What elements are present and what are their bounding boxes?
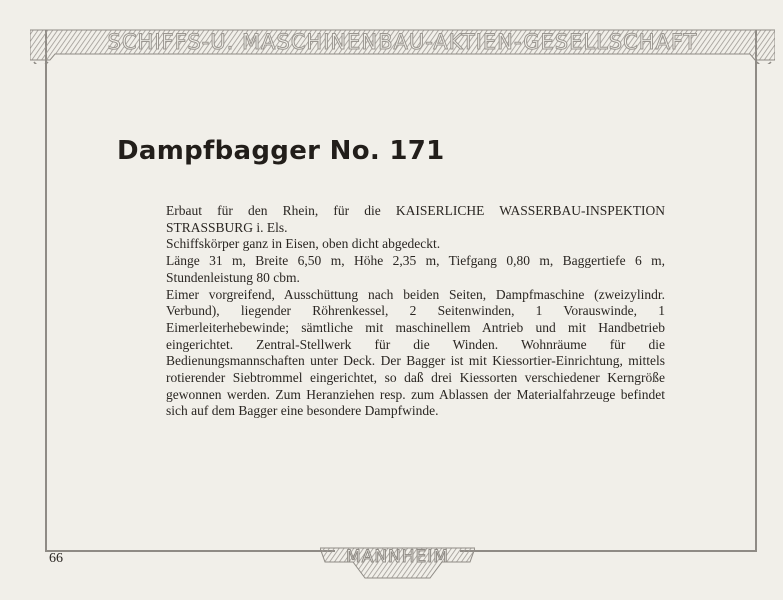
frame-right-rule: [755, 30, 757, 550]
page-number: 66: [49, 551, 63, 566]
header-banner-text: SCHIFFS-U. MASCHINENBAU-AKTIEN-GESELLSCHAFT: [107, 30, 698, 54]
description-paragraph: Erbaut für den Rhein, für die KAISERLICHE WASSERBAU-INSPEKTION STRASSBURG i. Els.: [166, 203, 665, 235]
frame-left-rule: [45, 30, 47, 550]
page-title: Dampfbagger No. 171: [117, 136, 445, 166]
frame-bottom-left-rule: [45, 550, 335, 552]
description-block: [166, 203, 665, 420]
footer-banner-text: MANNHEIM: [346, 547, 449, 567]
description-paragraph: Länge 31 m, Breite 6,50 m, Höhe 2,35 m, Tiefgang 0,80 m, Baggertiefe 6 m, Stundenleistung 80 cbm.: [166, 253, 665, 285]
frame-bottom-right-rule: [460, 550, 757, 552]
description-paragraph: Eimer vorgreifend, Ausschüttung nach beiden Seiten, Dampfmaschine (zweizylindr. Verbund), liegender Röhrenkessel, 2 Seitenwinden, 1 Vorauswinde, 1 Eimerleiterhebewinde; sämtliche mit maschinellem Antrieb und mit Handbetrieb eingerichtet. Zentral-Stellwerk für die Winden. Wohnräume für die Bedienungsmannschaften unter Deck. Der Bagger ist mit Kiessortier-Einrichtung, mittels rotierender Siebtrommel eingerichtet, so daß drei Kiessorten verschiedener Kerngröße gewonnen werden. Zum Heranziehen resp. zum Ablassen der Materialfahrzeuge befindet sich auf dem Bagger eine besondere Dampfwinde.: [166, 286, 665, 419]
description-paragraph: Schiffskörper ganz in Eisen, oben dicht abgedeckt.: [166, 236, 441, 252]
